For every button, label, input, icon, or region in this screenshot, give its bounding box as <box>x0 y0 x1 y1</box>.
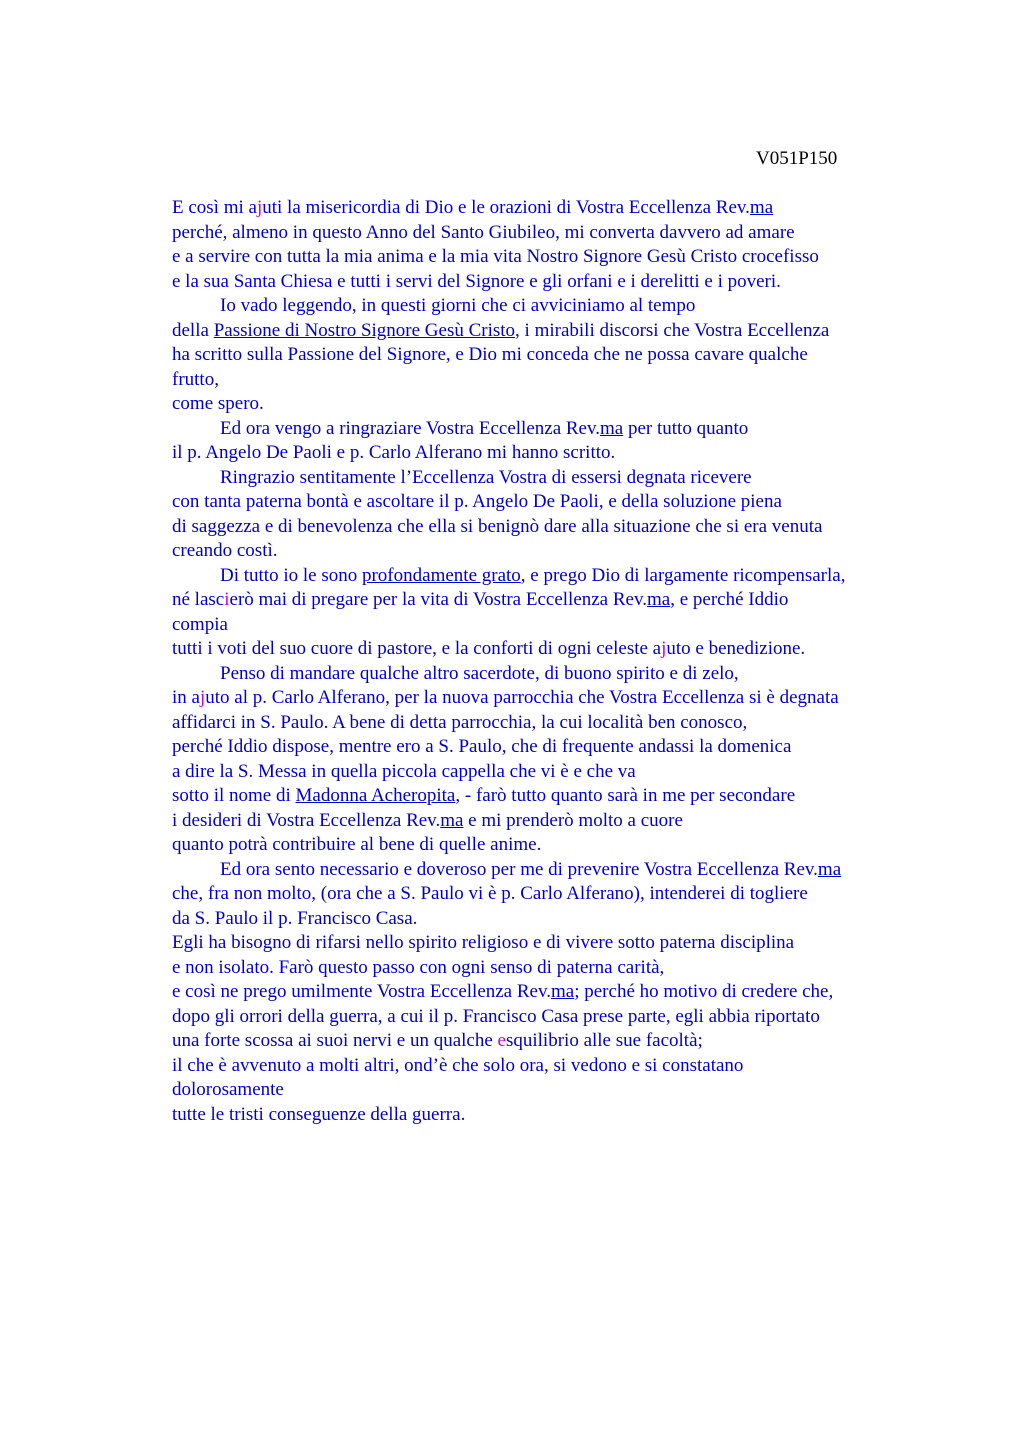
text-line <box>172 221 972 246</box>
text-run: , e perché Iddio <box>670 589 789 610</box>
text-run: i desideri di Vostra Eccellenza Rev. <box>172 809 441 831</box>
text-line <box>172 760 972 785</box>
text-run: di saggezza e di benevolenza che ella si benignò dare alla situazione che si era venuta <box>172 515 823 537</box>
text-line <box>172 466 972 491</box>
text-run: che, fra non molto, (ora che a S. Paulo vi è p. Carlo Alferano), intenderei di togliere <box>172 883 808 904</box>
text-line <box>172 294 972 319</box>
text-run: e così ne prego umilmente Vostra Eccellenza Rev. <box>172 981 551 1002</box>
text-run: a dire la S. Messa in quella piccola cappella che vi è e che va <box>172 760 636 782</box>
text-run: uto al p. Carlo Alferano, per la nuova parrocchia che Vostra Eccellenza si è degnata <box>205 687 839 708</box>
underlined-text: Madonna Acheropita <box>295 785 456 806</box>
text-line <box>172 1078 972 1103</box>
text-line <box>172 588 972 613</box>
text-run: Ringrazio sentitamente l’Eccellenza Vostra di essersi degnata ricevere <box>220 466 752 488</box>
text-line <box>172 343 972 368</box>
text-run: E così mi a <box>172 197 257 218</box>
text-line <box>172 956 972 981</box>
text-run: con tanta paterna bontà e ascoltare il p. Angelo De Paoli, e della soluzione piena <box>172 491 782 512</box>
text-run: squilibrio alle sue facoltà; <box>505 1030 703 1051</box>
text-line <box>172 980 972 1005</box>
text-line <box>172 245 972 270</box>
underlined-text: ma <box>440 809 464 831</box>
text-run: dolorosamente <box>172 1079 284 1100</box>
text-line <box>172 613 972 638</box>
text-run: da S. Paulo il p. Francisco Casa. <box>172 907 418 929</box>
text-line <box>172 319 972 344</box>
underlined-text: profondamente grato <box>361 564 521 586</box>
text-run: né lasc <box>172 589 225 610</box>
text-run: come spero. <box>172 393 264 414</box>
text-run: quanto potrà contribuire al bene di quelle anime. <box>172 834 542 855</box>
text-run: della <box>172 319 214 341</box>
text-run: Ed ora vengo a ringraziare Vostra Eccellenza Rev. <box>220 417 600 439</box>
text-line <box>172 662 972 687</box>
underlined-text: ma <box>749 197 774 218</box>
highlighted-letter: j <box>661 638 667 659</box>
underlined-text: ma <box>647 589 671 610</box>
text-line <box>172 882 972 907</box>
text-line <box>172 1029 972 1054</box>
text-line <box>172 735 972 760</box>
highlighted-letter: i <box>224 589 230 610</box>
text-line <box>172 784 972 809</box>
text-line <box>172 564 972 589</box>
text-run: tutte le tristi conseguenze della guerra. <box>172 1103 466 1125</box>
text-run: una forte scossa ai suoi nervi e un qualche <box>172 1030 498 1051</box>
text-line <box>172 270 972 295</box>
text-run: sotto il nome di <box>172 785 296 806</box>
text-run: Egli ha bisogno di rifarsi nello spirito religioso e di vivere sotto paterna disciplina <box>172 932 795 953</box>
text-line <box>172 539 972 564</box>
underlined-text: ma <box>817 858 842 880</box>
text-run: , e prego Dio di largamente ricompensarla, <box>520 564 846 586</box>
text-run: perché Iddio dispose, mentre ero a S. Paulo, che di frequente andassi la domenica <box>172 736 792 757</box>
underlined-text: ma <box>551 981 575 1002</box>
text-line <box>172 686 972 711</box>
text-line <box>172 907 972 932</box>
text-run: tutti i voti del suo cuore di pastore, e la conforti di ogni celeste a <box>172 638 662 659</box>
underlined-text: Passione di Nostro Signore Gesù Cristo <box>213 319 516 341</box>
text-run: affidarci in S. Paulo. A bene di detta parrocchia, la cui località ben conosco, <box>172 711 748 733</box>
text-run: Io vado leggendo, in questi giorni che ci avviciniamo al tempo <box>220 295 696 316</box>
text-line <box>172 833 972 858</box>
text-run: ; perché ho motivo di credere che, <box>574 981 834 1002</box>
text-line <box>172 515 972 540</box>
text-run: dopo gli orrori della guerra, a cui il p. Francisco Casa prese parte, egli abbia riportato <box>172 1005 820 1027</box>
text-run: e a servire con tutta la mia anima e la mia vita Nostro Signore Gesù Cristo crocefisso <box>172 246 819 267</box>
text-line <box>172 392 972 417</box>
text-run: , i mirabili discorsi che Vostra Eccellenza <box>515 319 830 341</box>
underlined-text: ma <box>600 417 624 439</box>
text-run: e la sua Santa Chiesa e tutti i servi del Signore e gli orfani e i derelitti e i poveri. <box>172 270 781 292</box>
text-line <box>172 637 972 662</box>
text-run: e non isolato. Farò questo passo con ogni senso di paterna carità, <box>172 956 665 978</box>
text-line <box>172 711 972 736</box>
page-identifier: V051P150 <box>756 148 838 169</box>
highlighted-letter: j <box>256 197 263 218</box>
text-line <box>172 1054 972 1079</box>
text-run: erò mai di pregare per la vita di Vostra Eccellenza Rev. <box>229 589 647 610</box>
text-run: il che è avvenuto a molti altri, ond’è che solo ora, si vedono e si constatano <box>172 1054 744 1076</box>
highlighted-letter: j <box>199 687 206 708</box>
text-run: per tutto quanto <box>623 417 749 439</box>
text-run: in a <box>172 687 200 708</box>
letter-body <box>172 196 972 1127</box>
text-run: compia <box>172 613 228 635</box>
highlighted-letter: e <box>497 1030 506 1051</box>
text-run: il p. Angelo De Paoli e p. Carlo Alferano mi hanno scritto. <box>172 442 616 463</box>
text-line <box>172 417 972 442</box>
text-run: Di tutto io le sono <box>220 564 362 586</box>
text-run: frutto, <box>172 368 219 390</box>
text-line <box>172 368 972 393</box>
text-line <box>172 1103 972 1128</box>
text-run: Penso di mandare qualche altro sacerdote, di buono spirito e di zelo, <box>220 662 739 684</box>
text-run: perché, almeno in questo Anno del Santo Giubileo, mi converta davvero ad amare <box>172 221 795 243</box>
text-run: uti la misericordia di Dio e le orazioni di Vostra Eccellenza Rev. <box>262 197 750 218</box>
text-line <box>172 858 972 883</box>
text-line <box>172 809 972 834</box>
text-line <box>172 490 972 515</box>
text-line <box>172 1005 972 1030</box>
text-run: , - farò tutto quanto sarà in me per secondare <box>455 785 796 806</box>
text-line <box>172 196 972 221</box>
text-line <box>172 931 972 956</box>
text-run: ha scritto sulla Passione del Signore, e Dio mi conceda che ne possa cavare qualche <box>172 344 808 365</box>
text-run: creando costì. <box>172 540 278 561</box>
text-run: Ed ora sento necessario e doveroso per me di prevenire Vostra Eccellenza Rev. <box>220 858 818 880</box>
text-line <box>172 441 972 466</box>
text-run: uto e benedizione. <box>666 638 806 659</box>
text-run: e mi prenderò molto a cuore <box>463 809 683 831</box>
